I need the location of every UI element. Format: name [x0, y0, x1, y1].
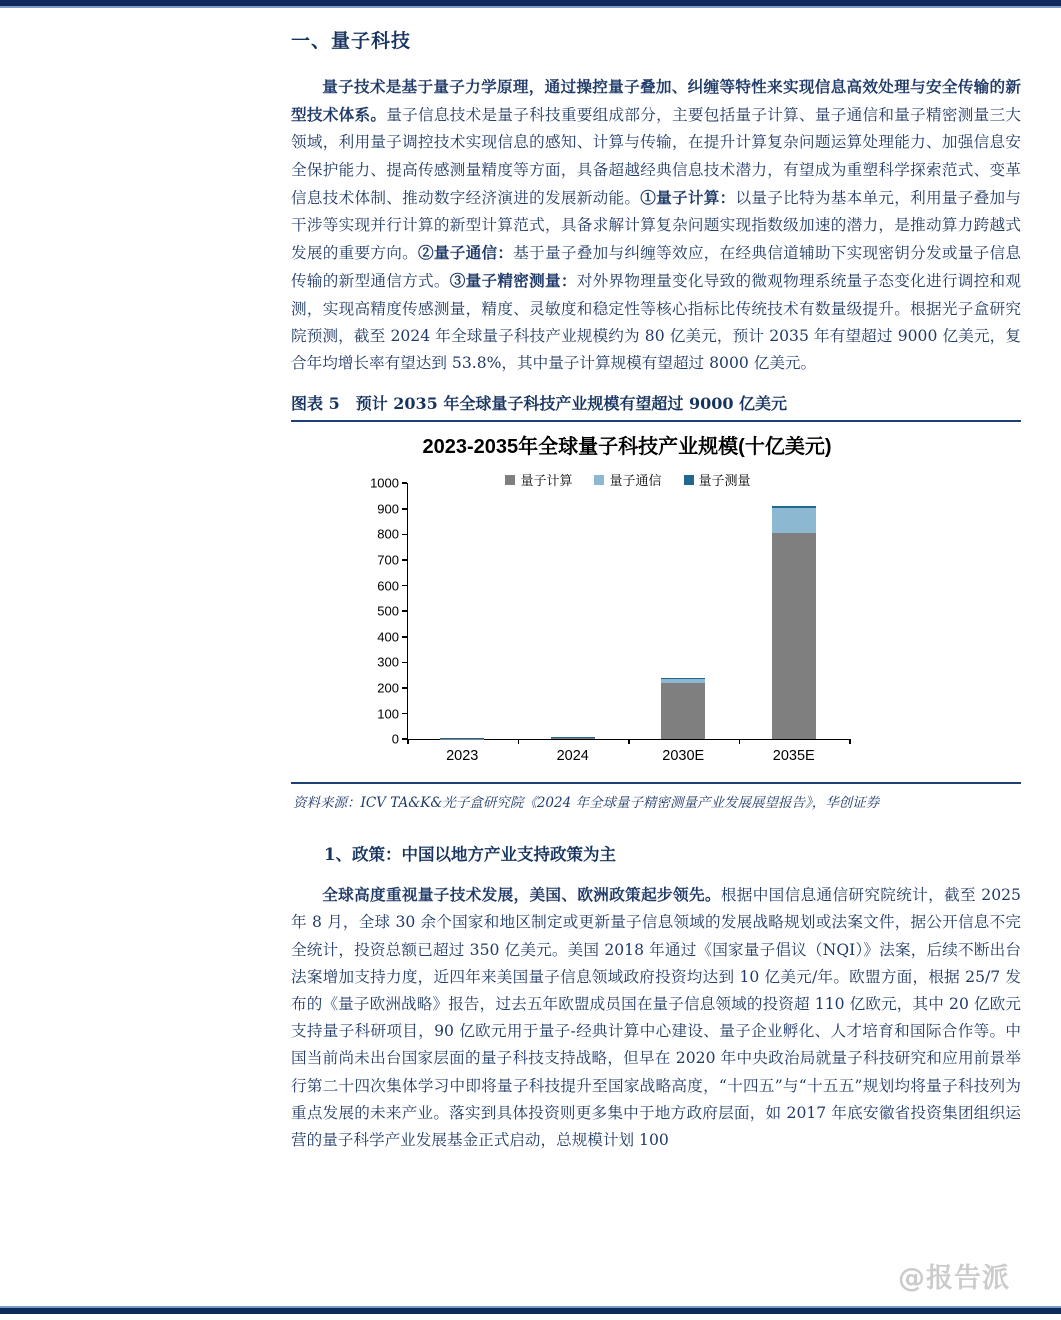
text-run: 根据中国信息通信研究院统计，截至 2025 年 8 月，全球 30 余个国家和地区制定或更新量子信息领域的发展战略规划或法案文件，据公开信息不完全统计，投资总额已超过 350 亿美元。美国 2018 年通过《国家量子倡议（NQI）》法案，后续不断出台法案增加支持力度，近四年来美国量子信息领域政府投资均达到 10 亿美元/年。欧盟方面，根据 25/7 发布的《量子欧洲战略》报告，过去五年欧盟成员国在量子信息领域的投资超 110 亿欧元，其中 20 亿欧元支持量子科研项目，90 亿欧元用于量子-经典计算中心建设、量子企业孵化、人才培育和国际合作等。中国当前尚未出台国家层面的量子科技支持战略，但早在 2020 年中央政治局就量子科技研究和应用前景举行第二十四次集体学习中即将量子科技提升至国家战略高度，“十四五”与“十五五”规划均将量子科技列为重点发展的未来产业。落实到具体投资则更多集中于地方政府层面，如 2017 年底安徽省投资集团组织运营的量子科学产业发展基金正式启动，总规模计划 100	[291, 886, 1021, 1150]
y-axis-label: 300	[377, 654, 399, 670]
figure-caption: 图表 5 预计 2035 年全球量子科技产业规模有望超过 9000 亿美元	[291, 394, 788, 414]
page-top-rule	[0, 0, 1061, 8]
bar-segment-量子计算	[440, 739, 484, 740]
text-run: 以量子比特为基本单元，利用量子叠加与干涉等实现并行计算的新型计算范式，具备求解计算复杂问题实现指数级加速的潜力，是推动算力跨越式发展的重要方向。	[291, 188, 1021, 263]
y-axis-tick	[402, 559, 407, 561]
bar-segment-量子计算	[661, 683, 705, 739]
page-bottom-rule	[0, 1306, 1061, 1314]
legend-label: 量子测量	[698, 474, 751, 490]
policy-heading: 1、政策：中国以地方产业支持政策为主	[324, 845, 616, 865]
text-run: 基于量子叠加与纠缠等效应，在经典信道辅助下实现密钥分发或量子信息传输的新型通信方式。	[291, 244, 1021, 291]
x-axis-tick	[407, 739, 409, 744]
text-run: 对外界物理量变化导致的微观物理系统量子态变化进行调控和观测，实现高精度传感测量，精度、灵敏度和稳定性等核心指标比传统技术有数量级提升。根据光子盒研究院预测，截至 2024 年全球量子科技产业规模约为 80 亿美元，预计 2035 年有望超过 9000 亿美元，复合年均增长率有望达到 53.8%，其中量子计算规模有望超过 8000 亿美元。	[291, 272, 1021, 373]
legend-label: 量子通信	[609, 474, 662, 490]
x-axis-tick	[849, 739, 851, 744]
bar-segment-量子测量	[661, 678, 705, 679]
y-axis-label: 600	[377, 578, 399, 594]
bold-run: ②量子通信：	[418, 243, 514, 263]
bar-segment-量子通信	[772, 508, 816, 534]
bar-segment-量子通信	[440, 738, 484, 739]
bar-segment-量子通信	[551, 737, 595, 738]
y-axis-label: 0	[391, 731, 399, 747]
text-run: 量子信息技术是量子科技重要组成部分，主要包括量子计算、量子通信和量子精密测量三大领域，利用量子调控技术实现信息的感知、计算与传输，在提升计算复杂问题运算处理能力、加强信息安全保护能力、提高传感测量精度等方面，具备超越经典信息技术潜力，有望成为重塑科学探索范式、变革信息技术体制、推动数字经济演进的发展新动能。	[291, 106, 1021, 207]
bar-segment-量子测量	[772, 506, 816, 507]
y-axis-label: 700	[377, 552, 399, 568]
y-axis-label: 1000	[370, 475, 399, 491]
bar-segment-量子计算	[772, 533, 816, 739]
bold-run: ③量子精密测量：	[449, 271, 577, 291]
y-axis-tick	[402, 662, 407, 664]
y-axis-tick	[402, 687, 407, 689]
y-axis-tick	[402, 610, 407, 612]
y-axis-tick	[402, 508, 407, 510]
x-axis-tick	[628, 739, 630, 744]
bold-run: 全球高度重视量子技术发展，美国、欧洲政策起步领先。	[322, 885, 721, 905]
y-axis-tick	[402, 636, 407, 638]
legend-label: 量子计算	[520, 474, 573, 490]
section-heading: 一、量子科技	[291, 30, 412, 52]
x-axis-tick	[739, 739, 741, 744]
bold-run: 量子技术是基于量子力学原理，通过操控量子叠加、纠缠等特性来实现信息高效处理与安全传输的新型技术体系。	[291, 77, 1021, 125]
y-axis-tick	[402, 482, 407, 484]
y-axis-tick	[402, 534, 407, 536]
figure-source: 资料来源：ICV TA&K&光子盒研究院《2024 年全球量子精密测量产业发展展望报告》，华创证券	[293, 795, 880, 812]
bar-segment-量子通信	[661, 678, 705, 683]
y-axis-tick	[402, 585, 407, 587]
bold-run: ①量子计算：	[640, 187, 736, 207]
x-axis-label: 2023	[446, 748, 479, 765]
x-axis-label: 2035E	[772, 748, 815, 765]
y-axis-tick	[402, 713, 407, 715]
y-axis-label: 200	[377, 680, 399, 696]
intro-paragraph	[291, 73, 1021, 377]
stacked-bar-chart	[291, 422, 1021, 782]
y-axis-label: 900	[377, 501, 399, 517]
watermark: @报告派	[898, 1263, 1010, 1294]
chart-title: 2023-2035年全球量子科技产业规模(十亿美元)	[422, 436, 832, 459]
x-axis-label: 2024	[556, 748, 589, 765]
policy-paragraph	[291, 881, 1021, 1154]
x-axis-tick	[518, 739, 520, 744]
y-axis-label: 400	[377, 629, 399, 645]
x-axis-label: 2030E	[662, 748, 705, 765]
y-axis-label: 800	[377, 526, 399, 542]
bar-segment-量子计算	[551, 738, 595, 739]
y-axis-label: 500	[377, 603, 399, 619]
y-axis-label: 100	[377, 706, 399, 722]
report-body	[291, 26, 1021, 1154]
